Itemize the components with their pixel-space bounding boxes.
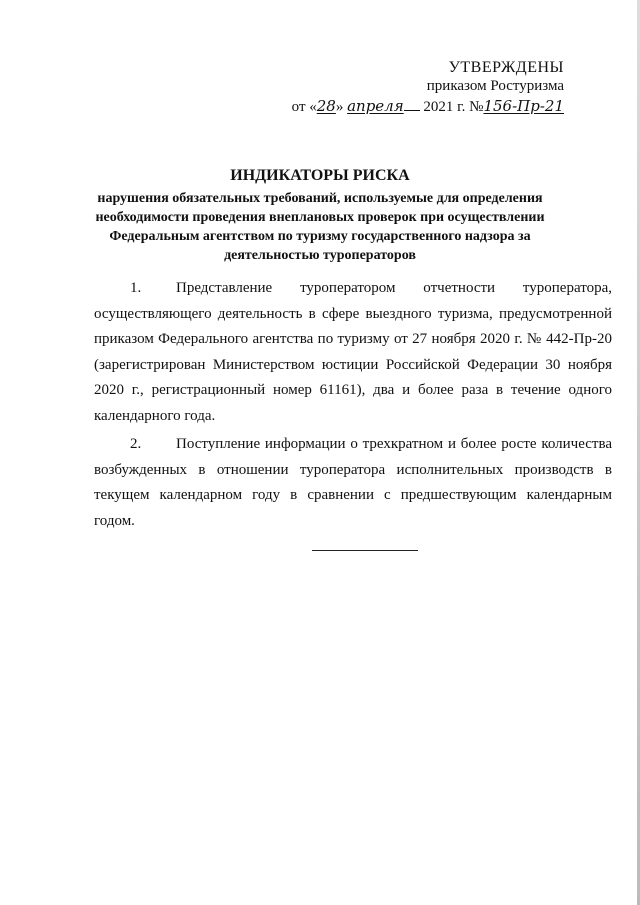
document-body <box>94 276 612 534</box>
list-item <box>94 276 612 429</box>
item-number: 2. <box>130 436 142 452</box>
order-quote-close: » <box>335 99 344 115</box>
order-number: 156-Пр-21 <box>483 97 564 115</box>
item-text: Представление туроператором отчетности туроператора, осуществляющего деятельность в сфере выездного туризма, предусмотренной приказом Федерального агентства по туризму от 27 ноября 2020 г. № 442-Пр-20 (зарегистрирован Министерством юстиции Российской Федерации 30 ноября 2020 г., регистрационный номер 61161), два и более раза в течение одного календарного года. <box>94 280 612 424</box>
approval-block <box>284 58 564 117</box>
order-date-prefix: от « <box>291 99 317 115</box>
order-year: 2021 г. № <box>423 99 484 115</box>
document-heading <box>95 165 545 265</box>
month-underline <box>404 96 420 111</box>
list-item <box>94 432 612 534</box>
item-number: 1. <box>130 280 142 296</box>
end-separator-line <box>312 550 418 551</box>
approval-by-order: приказом Ростуризма <box>426 78 564 94</box>
order-date-number-line <box>284 96 564 117</box>
order-day: 28 <box>316 97 336 115</box>
heading-subtitle: нарушения обязательных требований, используемые для определения необходимости проведения внеплановых проверок при осуществлении Федеральным агентством по туризму государственного надзора за деятельностью туроператоров <box>95 191 545 263</box>
approval-title: УТВЕРЖДЕНЫ <box>448 59 564 76</box>
item-text: Поступление информации о трехкратном и более росте количества возбужденных в отношении туроператора исполнительных производств в текущем календарном году в сравнении с предшествующим календарным годом. <box>94 436 612 529</box>
order-month: апреля <box>347 97 404 115</box>
heading-title: ИНДИКАТОРЫ РИСКА <box>230 167 410 184</box>
